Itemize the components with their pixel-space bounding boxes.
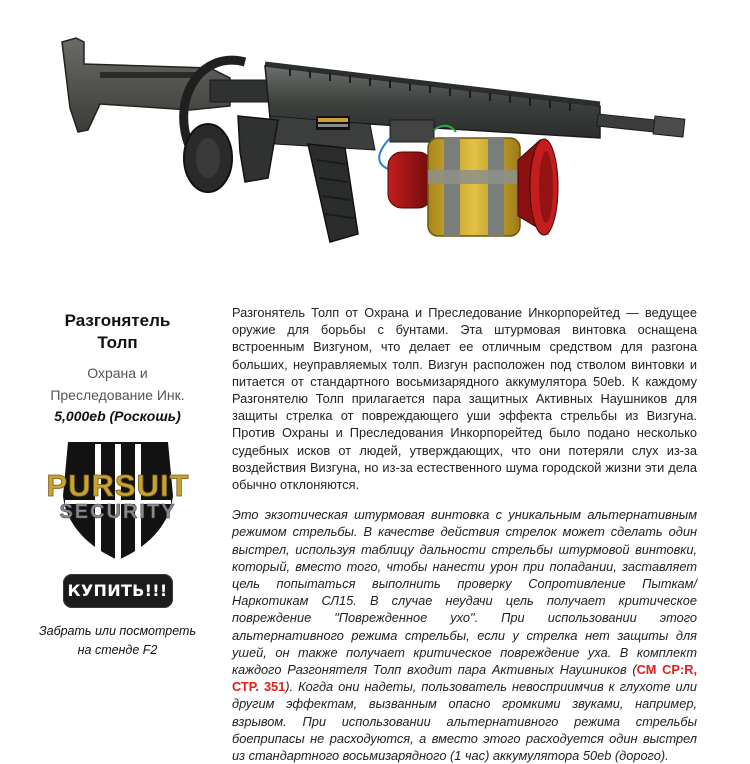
rulebook-reference: СМ CP:R, СТР. 351	[232, 662, 697, 695]
description-paragraph-1: Разгонятель Толп от Охрана и Преследование Инкорпорейтед — ведущее оружие для борьбы с бунтами. Эта штурмовая винтовка оснащена встроенным Визгуном, что делает ее отличным средством для разгона больших, неуправляемых толп. Визгун расположен под стволом винтовки и питается от стандартного восьмизарядного аккумулятора 50eb. К каждому Разгонятелю Толп прилагается пара защитных Активных Наушников для защиты стрелка от повреждающего уши эффекта стрельбы из Визгуна. Против Охраны и Преследования Инкорпорейтед было подано несколько судебных исков от людей, утверждающих, что они потеряли слух из-за воздействия Визгуна, но из-за естественного шума городской жизни эти дела обычно отклоняются.	[232, 305, 697, 493]
buy-button[interactable]: КУПИТЬ!!!	[63, 574, 173, 608]
pistol-grip	[238, 116, 278, 182]
logo-line1: PURSUIT	[45, 468, 190, 503]
paragraph-2-text-after: ). Когда они надеты, пользователь невосприимчив к глухоте или другим эффектам, вызванным опасно громкими звуками, например, взрывом. При использовании альтернативного режима стрельбы боеприпасы не расходуются, а вместо этого расходуется один выстрел из стандартного восьмизарядного (1 час) аккумулятора 50eb (дорого).	[232, 679, 697, 764]
description	[232, 304, 697, 764]
stand-note-line2: на стенде F2	[77, 643, 158, 657]
screamer-body	[428, 138, 520, 236]
crowd-dispersal-rifle-image	[40, 20, 700, 300]
magazine	[308, 144, 358, 242]
screamer-motor	[388, 152, 432, 208]
logo-line2: SECURITY	[58, 501, 177, 523]
description-paragraph-2	[232, 506, 697, 764]
pursuit-security-logo	[23, 438, 213, 562]
product-name	[15, 310, 220, 354]
stand-note	[15, 622, 220, 660]
manufacturer-line2: Преследование Инк.	[50, 387, 185, 403]
paragraph-2-text-before: Это экзотическая штурмовая винтовка с уникальным альтернативным режимом стрельбы. В качестве действия стрелок может сделать один выстрел, используя таблицу дальности стрельбы штурмовой винтовки, который, вместо того, чтобы нанести урон при попадании, заставляет цель попытаться выполнить проверку Сопротивление Пыткам/Наркотикам СЛ15. В случае неудачи цель получает критическое повреждение "Поврежденное ухо". При использовании этого альтернативного режима стрельбы, если у стрелка нет защиты для ушей, он также получает критическое повреждение уха. В комплект каждого Разгонятеля Толп входит пара Активных Наушников (	[232, 507, 697, 678]
manufacturer	[15, 362, 220, 406]
stock	[62, 38, 230, 132]
stand-note-line1: Забрать или посмотреть	[38, 624, 197, 638]
product-name-line2: Толп	[97, 333, 138, 352]
product-sidebar	[15, 310, 220, 660]
price: 5,000eb (Роскошь)	[54, 408, 181, 424]
product-name-line1: Разгонятель	[64, 311, 171, 330]
manufacturer-line1: Охрана и	[87, 365, 148, 381]
